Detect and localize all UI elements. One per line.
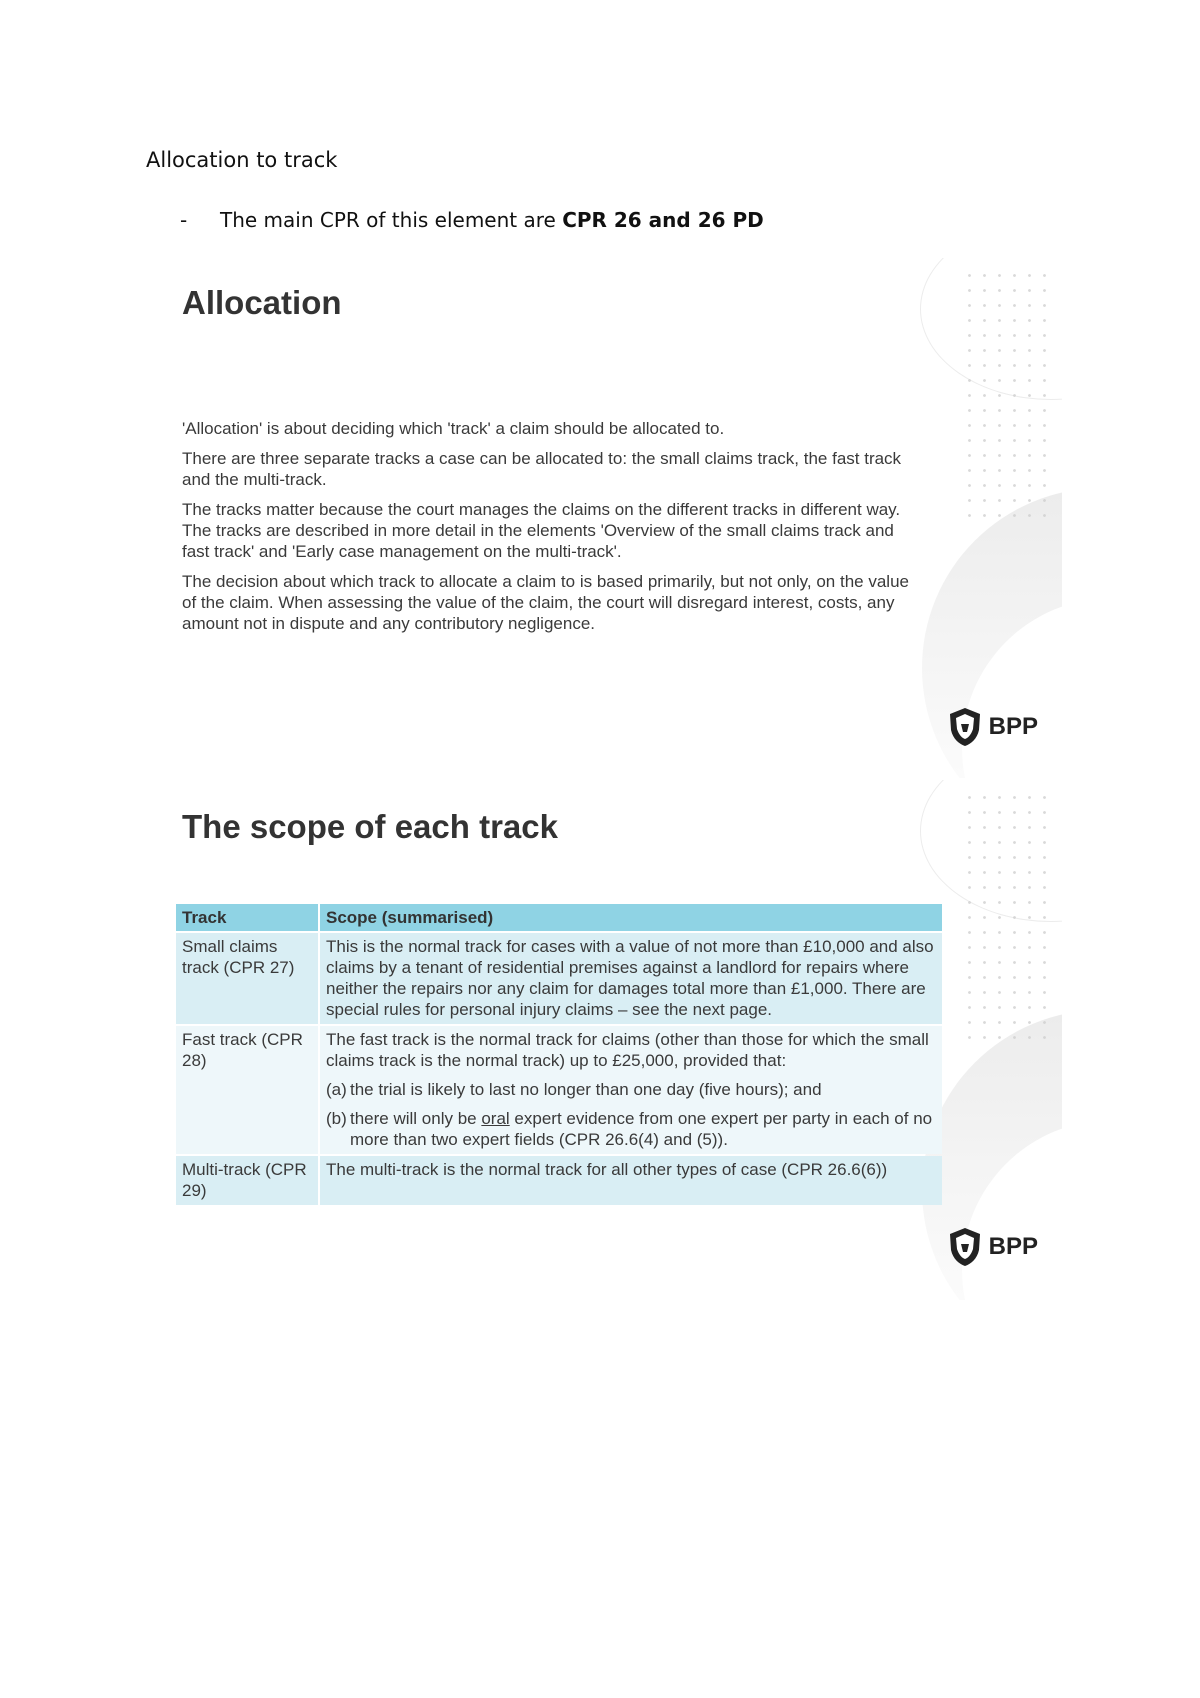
decorative-dots	[962, 268, 1052, 528]
table-row-multi-track	[176, 1156, 942, 1205]
scope-cell: This is the normal track for cases with a value of not more than £10,000 and also claims by a tenant of residential premises against a landlord for repairs where neither the repairs nor any claim for damages total more than £1,000. There are special rules for personal injury claims – see the next page.	[320, 933, 942, 1024]
condition-label: (a)	[326, 1080, 347, 1099]
slide-title: The scope of each track	[182, 808, 558, 845]
decorative-dots	[962, 790, 1052, 1050]
condition-label: (b)	[326, 1109, 347, 1128]
slide-body	[182, 418, 922, 643]
track-cell: Small claims track (CPR 27)	[176, 933, 318, 1024]
underlined-word: oral	[481, 1109, 510, 1128]
column-header-scope: Scope (summarised)	[320, 904, 942, 931]
condition-text-pre: there will only be	[350, 1109, 482, 1128]
paragraph: The decision about which track to allocate a claim to is based primarily, but not only, on the value of the claim. When assessing the value of the claim, the court will disregard interest, costs, any amount not in dispute and any contributory negligence.	[182, 572, 909, 633]
scope-cell	[320, 1026, 942, 1154]
document-heading: Allocation to track	[146, 148, 338, 172]
logo-text: BPP	[988, 713, 1038, 740]
bullet-point	[180, 208, 764, 232]
bullet-dash: -	[180, 208, 188, 232]
condition-text	[350, 1108, 936, 1150]
lion-shield-icon	[947, 706, 983, 748]
condition-a	[326, 1079, 936, 1100]
bpp-logo	[947, 1226, 1038, 1268]
slide-title: Allocation	[182, 284, 342, 321]
scope-cell: The multi-track is the normal track for all other types of case (CPR 26.6(6))	[320, 1156, 942, 1205]
scope-intro: The fast track is the normal track for claims (other than those for which the small claims track is the normal track) up to £25,000, provided that:	[326, 1030, 929, 1070]
table-row-small-claims	[176, 933, 942, 1024]
bpp-logo	[947, 706, 1038, 748]
column-header-track: Track	[176, 904, 318, 931]
paragraph: The tracks matter because the court manages the claims on the different tracks in different way. The tracks are described in more detail in the elements 'Overview of the small claims track and fast track' and 'Early case management on the multi-track'.	[182, 500, 901, 561]
condition-text: the trial is likely to last no longer than one day (five hours); and	[350, 1080, 822, 1099]
scope-table	[174, 902, 944, 1207]
track-cell: Multi-track (CPR 29)	[176, 1156, 318, 1205]
condition-text-post: expert evidence from one expert per party in each of no more than two expert fields (CPR 26.6(4) and (5)).	[350, 1109, 933, 1149]
logo-text: BPP	[988, 1233, 1038, 1260]
track-cell: Fast track (CPR 28)	[176, 1026, 318, 1154]
paragraph: 'Allocation' is about deciding which 'track' a claim should be allocated to.	[182, 419, 725, 438]
table-row-fast-track	[176, 1026, 942, 1154]
slide-scope	[172, 780, 1062, 1300]
lion-shield-icon	[947, 1226, 983, 1268]
bullet-text: The main CPR of this element are	[220, 208, 563, 232]
condition-b	[326, 1108, 936, 1150]
table-header-row	[176, 904, 942, 931]
bullet-bold-text: CPR 26 and 26 PD	[562, 208, 764, 232]
paragraph: There are three separate tracks a case can be allocated to: the small claims track, the fast track and the multi-track.	[182, 449, 902, 489]
slide-allocation	[172, 258, 1062, 778]
